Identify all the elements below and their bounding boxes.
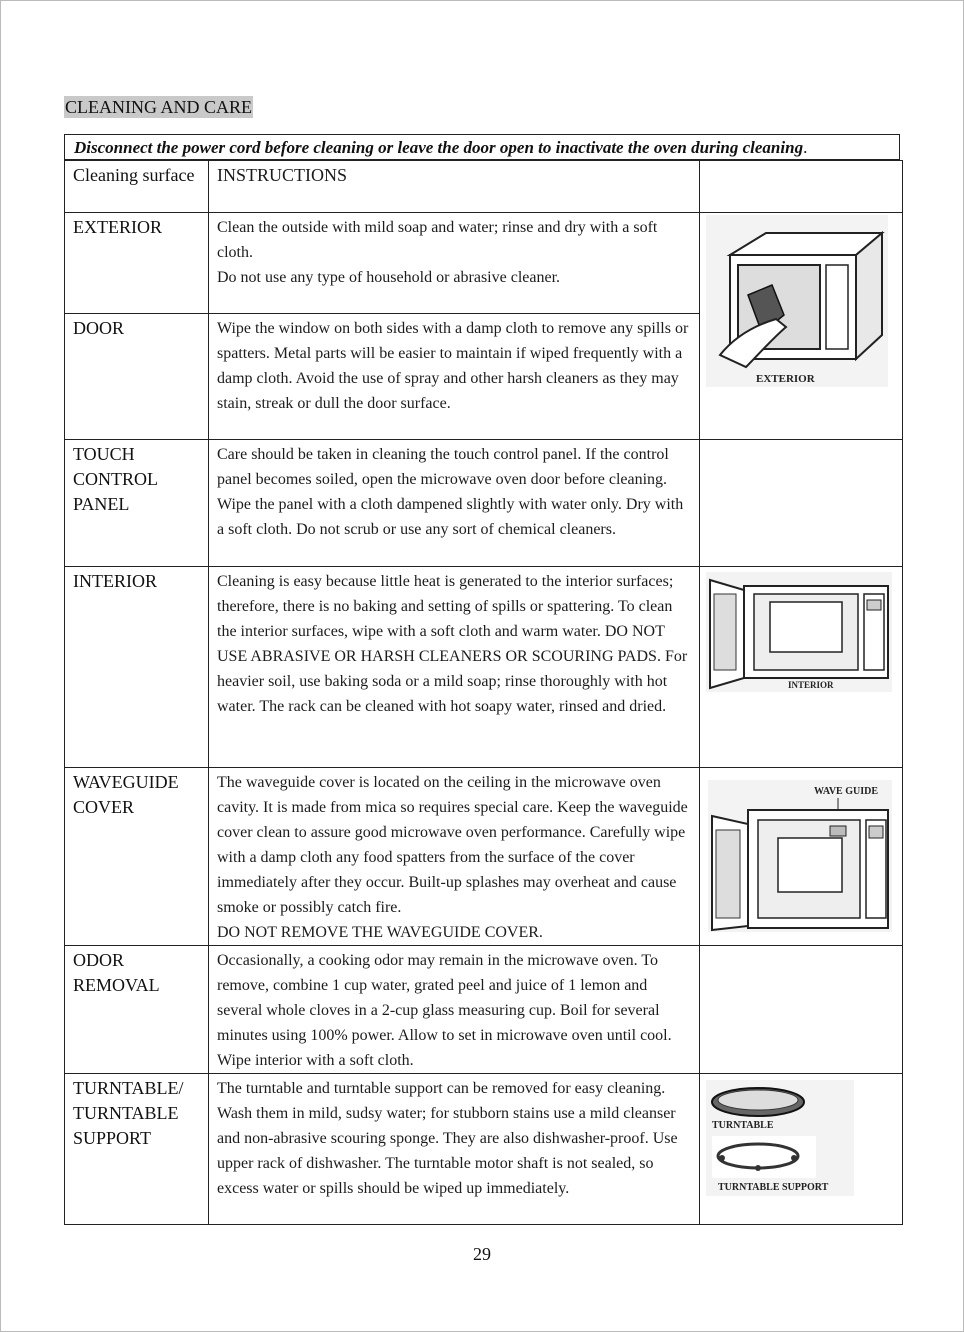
instruction-line: The turntable and turntable support can be removed for easy cleaning. Wash them in mild, sudsy water; for stubborn stains use a mild cleanser and non-abrasive scouring sponge. They are also dishwasher-proof. Use upper rack of dishwasher. The turntable motor shaft is not sealed, so excess water or spills should be wiped up immediately.	[217, 1080, 678, 1197]
surface-waveguide-cover: WAVEGUIDE COVER	[65, 768, 209, 946]
header-instructions	[209, 161, 700, 213]
table-header-row	[65, 161, 903, 213]
cleaning-table	[64, 160, 903, 1225]
instruction-line: Cleaning is easy because little heat is generated to the interior surfaces; therefore, there is no baking and setting of spills or spattering. To clean the interior surfaces, wipe with a soft cloth and warm water. DO NOT USE ABRASIVE OR HARSH CLEANERS OR SCOURING PADS. For heavier soil, use baking soda or a mild soap; rinse thoroughly with hot water. The rack can be cleaned with hot soapy water, rinsed and dried.	[217, 573, 688, 715]
turntable-support-caption: TURNTABLE SUPPORT	[718, 1182, 829, 1193]
image-cell-interior	[700, 567, 903, 768]
surface-odor-removal: ODOR REMOVAL	[65, 946, 209, 1074]
header-instructions-label: INSTRUCTIONS	[217, 165, 348, 185]
instruction-line: Occasionally, a cooking odor may remain in the microwave oven. To remove, combine 1 cup water, grated peel and juice of 1 lemon and several whole cloves in a 2-cup glass measuring cup. Boil for several minutes using 100% power. Allow to set in microwave oven until cool. Wipe interior with a soft cloth.	[217, 952, 672, 1069]
instruction-line: Wipe the window on both sides with a damp cloth to remove any spills or spatters. Metal parts will be easier to maintain if wiped frequently with a damp cloth. Avoid the use of spray and other harsh cleaners as they may stain, streak or dull the door surface.	[217, 320, 689, 412]
header-image-cell	[700, 161, 903, 213]
warning-banner	[64, 134, 900, 160]
table-row-odor-removal	[65, 946, 903, 1074]
surface-exterior: EXTERIOR	[65, 213, 209, 314]
table-row-touch-control-panel	[65, 440, 903, 567]
image-cell-turntable	[700, 1074, 903, 1225]
instruction-line: Do not use any type of household or abrasive cleaner.	[217, 269, 561, 286]
exterior-caption: EXTERIOR	[756, 373, 815, 385]
instruction-line: The waveguide cover is located on the ceiling in the microwave oven cavity. It is made from mica so requires special care. Keep the waveguide cover clean to assure good microwave oven performance. Carefully wipe with a damp cloth any food spatters from the surface of the cover immediately after they occur. Built-up splashes may overheat and cause smoke or possibly catch fire.	[217, 774, 688, 916]
turntable-illustration	[706, 1080, 854, 1196]
warning-period: .	[803, 138, 808, 157]
image-cell-exterior	[700, 213, 903, 440]
page-number: 29	[473, 1244, 491, 1264]
surface-touch-control-panel: TOUCH CONTROL PANEL	[65, 440, 209, 567]
surface-interior: INTERIOR	[65, 567, 209, 768]
instructions-touch-control-panel	[209, 440, 700, 567]
surface-door: DOOR	[65, 314, 209, 440]
instructions-exterior	[209, 213, 700, 314]
table-row-turntable	[65, 1074, 903, 1225]
instruction-line: Clean the outside with mild soap and water; rinse and dry with a soft cloth.	[217, 219, 658, 261]
instructions-door	[209, 314, 700, 440]
turntable-caption: TURNTABLE	[712, 1120, 774, 1131]
instruction-line: Care should be taken in cleaning the touch control panel. If the control panel becomes soiled, open the microwave oven door before cleaning. Wipe the panel with a cloth dampened slightly with water only. Dry with a soft cloth. Do not scrub or use any sort of chemical cleaners.	[217, 446, 684, 538]
waveguide-microwave-illustration	[708, 780, 892, 932]
warning-text: Disconnect the power cord before cleaning or leave the door open to inactivate the oven during cleaning	[74, 138, 804, 157]
table-row-waveguide-cover	[65, 768, 903, 946]
image-cell-waveguide	[700, 768, 903, 946]
section-title: CLEANING AND CARE	[65, 97, 252, 117]
instructions-odor-removal	[209, 946, 700, 1074]
interior-microwave-illustration	[706, 572, 892, 692]
table-row-exterior	[65, 213, 903, 314]
header-surface: Cleaning surface	[65, 161, 209, 213]
instruction-line: DO NOT REMOVE THE WAVEGUIDE COVER.	[217, 924, 543, 941]
instructions-turntable	[209, 1074, 700, 1225]
instructions-interior	[209, 567, 700, 768]
table-row-interior	[65, 567, 903, 768]
interior-caption: INTERIOR	[788, 680, 834, 690]
instructions-waveguide-cover	[209, 768, 700, 946]
surface-turntable: TURNTABLE/ TURNTABLE SUPPORT	[65, 1074, 209, 1225]
image-cell-empty	[700, 440, 903, 567]
waveguide-caption: WAVE GUIDE	[814, 786, 878, 797]
exterior-cleaning-illustration	[706, 215, 888, 387]
image-cell-empty	[700, 946, 903, 1074]
